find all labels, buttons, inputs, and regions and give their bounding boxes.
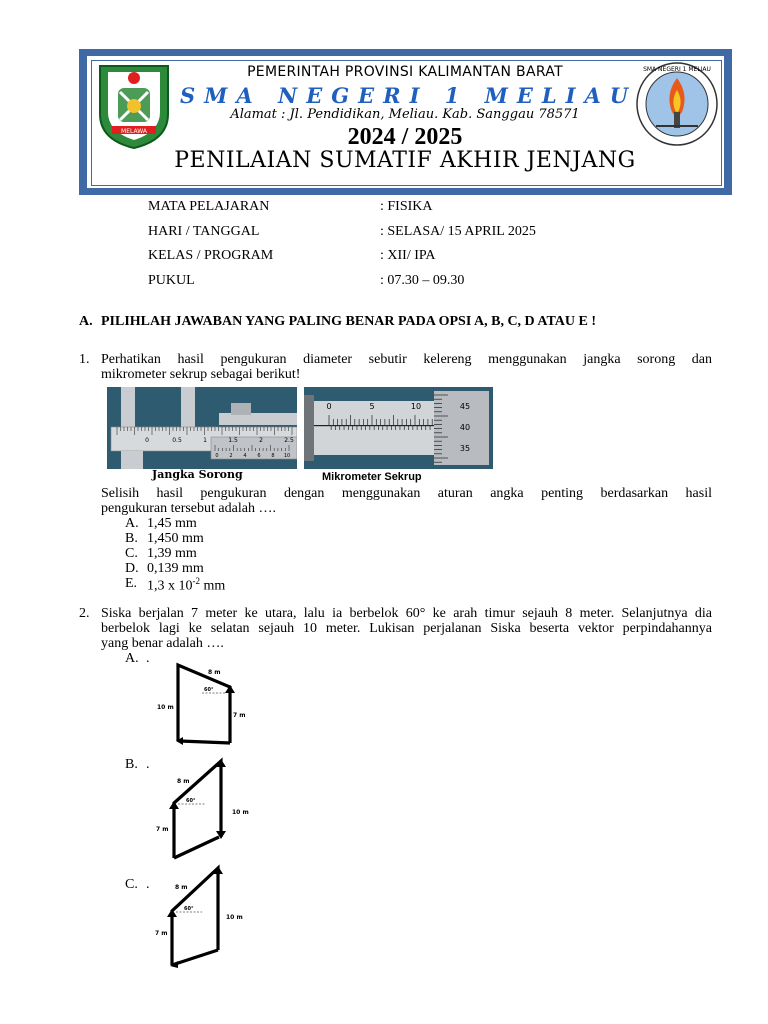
info-label-date: HARI / TANGGAL bbox=[148, 224, 260, 239]
info-label-subject: MATA PELAJARAN bbox=[148, 199, 270, 214]
q1-option-b-letter[interactable]: B. bbox=[125, 531, 138, 546]
angle-label: 60° bbox=[186, 798, 196, 804]
info-value-date: : SELASA/ 15 APRIL 2025 bbox=[380, 224, 536, 239]
arrowhead-icon bbox=[169, 801, 179, 809]
q1-question-line2: pengukuran tersebut adalah …. bbox=[101, 501, 276, 516]
q1-option-e-exponent: -2 bbox=[192, 576, 200, 586]
vector-label: 8 m bbox=[175, 884, 188, 891]
caliper-vernier-label: 6 bbox=[257, 453, 261, 459]
micrometer-caption: Mikrometer Sekrup bbox=[322, 471, 422, 483]
school-logo bbox=[634, 60, 720, 148]
arrowhead-icon bbox=[167, 909, 177, 917]
caliper-scale-label: 1.5 bbox=[228, 437, 238, 444]
vector-label: 7 m bbox=[156, 826, 169, 833]
school-year: 2024 / 2025 bbox=[347, 124, 463, 150]
vector-label: 8 m bbox=[177, 778, 190, 785]
caliper-vernier-label: 2 bbox=[229, 453, 233, 459]
info-label-time: PUKUL bbox=[148, 273, 195, 288]
q2-option-a-diagram[interactable] bbox=[150, 660, 250, 748]
q2-line3: yang benar adalah …. bbox=[101, 636, 224, 651]
caliper-scale-label: 2.5 bbox=[284, 437, 294, 444]
caliper-scale-label: 2 bbox=[259, 437, 263, 444]
caliper-caption: Jangka Sorong bbox=[152, 468, 243, 481]
info-value-class: : XII/ IPA bbox=[380, 248, 436, 263]
government-name: PEMERINTAH PROVINSI KALIMANTAN BARAT bbox=[247, 64, 563, 80]
school-logo-text: SMA NEGERI 1 MELIAU bbox=[643, 66, 711, 73]
caliper-vernier-label: 10 bbox=[283, 453, 291, 459]
micrometer-image bbox=[304, 387, 493, 469]
q1-stem-line1: Perhatikan hasil pengukuran diameter sebutir kelereng menggunakan jangka sorong dan bbox=[101, 352, 712, 367]
micrometer-main-label: 5 bbox=[369, 402, 375, 411]
micrometer-thimble-label: 45 bbox=[459, 402, 471, 411]
q1-option-a-text[interactable]: 1,45 mm bbox=[147, 516, 197, 531]
q2-line2: berbelok lagi ke selatan sejauh 10 meter. Lukisan perjalanan Siska beserta vektor perpindahannya bbox=[101, 621, 712, 636]
school-address: Alamat : Jl. Pendidikan, Meliau. Kab. Sanggau 78571 bbox=[230, 107, 580, 122]
q1-stem-line2: mikrometer sekrup sebagai berikut! bbox=[101, 367, 301, 382]
q1-option-b-text[interactable]: 1,450 mm bbox=[147, 531, 204, 546]
q2-option-a-letter[interactable]: A. bbox=[125, 651, 139, 666]
caliper-vernier-label: 8 bbox=[271, 453, 275, 459]
province-logo-text: MELAWA bbox=[121, 128, 147, 135]
q1-option-d-letter[interactable]: D. bbox=[125, 561, 139, 576]
angle-label: 60° bbox=[184, 906, 194, 912]
caliper-scale-label: 0 bbox=[145, 437, 149, 444]
micrometer-main-label: 10 bbox=[410, 402, 422, 411]
caliper-image bbox=[107, 387, 297, 469]
micrometer-thimble-label: 40 bbox=[459, 423, 471, 432]
info-value-time: : 07.30 – 09.30 bbox=[380, 273, 465, 288]
vector-label: 10 m bbox=[232, 809, 249, 816]
caliper-vernier-label: 4 bbox=[243, 453, 247, 459]
angle-label: 60° bbox=[204, 687, 214, 693]
vector-label: 7 m bbox=[155, 930, 168, 937]
micrometer-thimble-label: 35 bbox=[459, 444, 471, 453]
q2-option-b-diagram[interactable] bbox=[150, 755, 260, 863]
q2-number: 2. bbox=[79, 606, 90, 621]
q2-option-c-diagram[interactable] bbox=[150, 862, 260, 972]
q1-number: 1. bbox=[79, 352, 90, 367]
q1-option-e-letter[interactable]: E. bbox=[125, 576, 138, 591]
q1-option-e-text[interactable] bbox=[147, 576, 225, 595]
q2-option-a-text[interactable]: . bbox=[146, 651, 150, 666]
vector-label: 8 m bbox=[208, 669, 221, 676]
caliper-vernier-label: 0 bbox=[215, 453, 219, 459]
vector-label: 10 m bbox=[157, 704, 174, 711]
q2-option-b-text[interactable]: . bbox=[146, 757, 150, 772]
info-value-subject: : FISIKA bbox=[380, 199, 433, 214]
q2-option-c-letter[interactable]: C. bbox=[125, 877, 138, 892]
q2-line1: Siska berjalan 7 meter ke utara, lalu ia berbelok 60° ke arah timur sejauh 8 meter. Selanjutnya dia bbox=[101, 606, 712, 621]
vector-label: 10 m bbox=[226, 914, 243, 921]
q1-question-line1: Selisih hasil pengukuran dengan menggunakan aturan angka penting berdasarkan hasil bbox=[101, 486, 712, 501]
section-letter: A. bbox=[79, 314, 93, 329]
q1-option-c-text[interactable]: 1,39 mm bbox=[147, 546, 197, 561]
q1-option-d-text[interactable]: 0,139 mm bbox=[147, 561, 204, 576]
exam-title: PENILAIAN SUMATIF AKHIR JENJANG bbox=[174, 148, 636, 173]
q1-option-a-letter[interactable]: A. bbox=[125, 516, 139, 531]
q2-option-b-letter[interactable]: B. bbox=[125, 757, 138, 772]
caliper-scale-label: 0.5 bbox=[172, 437, 182, 444]
caliper-scale-label: 1 bbox=[203, 437, 207, 444]
province-logo bbox=[94, 62, 174, 150]
q2-option-c-text[interactable]: . bbox=[146, 877, 150, 892]
vector-label: 7 m bbox=[233, 712, 246, 719]
info-label-class: KELAS / PROGRAM bbox=[148, 248, 274, 263]
q1-option-e-base: 1,3 x 10 bbox=[147, 578, 193, 594]
section-instruction: PILIHLAH JAWABAN YANG PALING BENAR PADA OPSI A, B, C, D ATAU E ! bbox=[101, 314, 596, 329]
q1-option-e-unit: mm bbox=[200, 578, 226, 594]
q1-option-c-letter[interactable]: C. bbox=[125, 546, 138, 561]
school-name: SMA NEGERI 1 MELIAU bbox=[180, 83, 638, 108]
micrometer-main-label: 0 bbox=[326, 402, 332, 411]
